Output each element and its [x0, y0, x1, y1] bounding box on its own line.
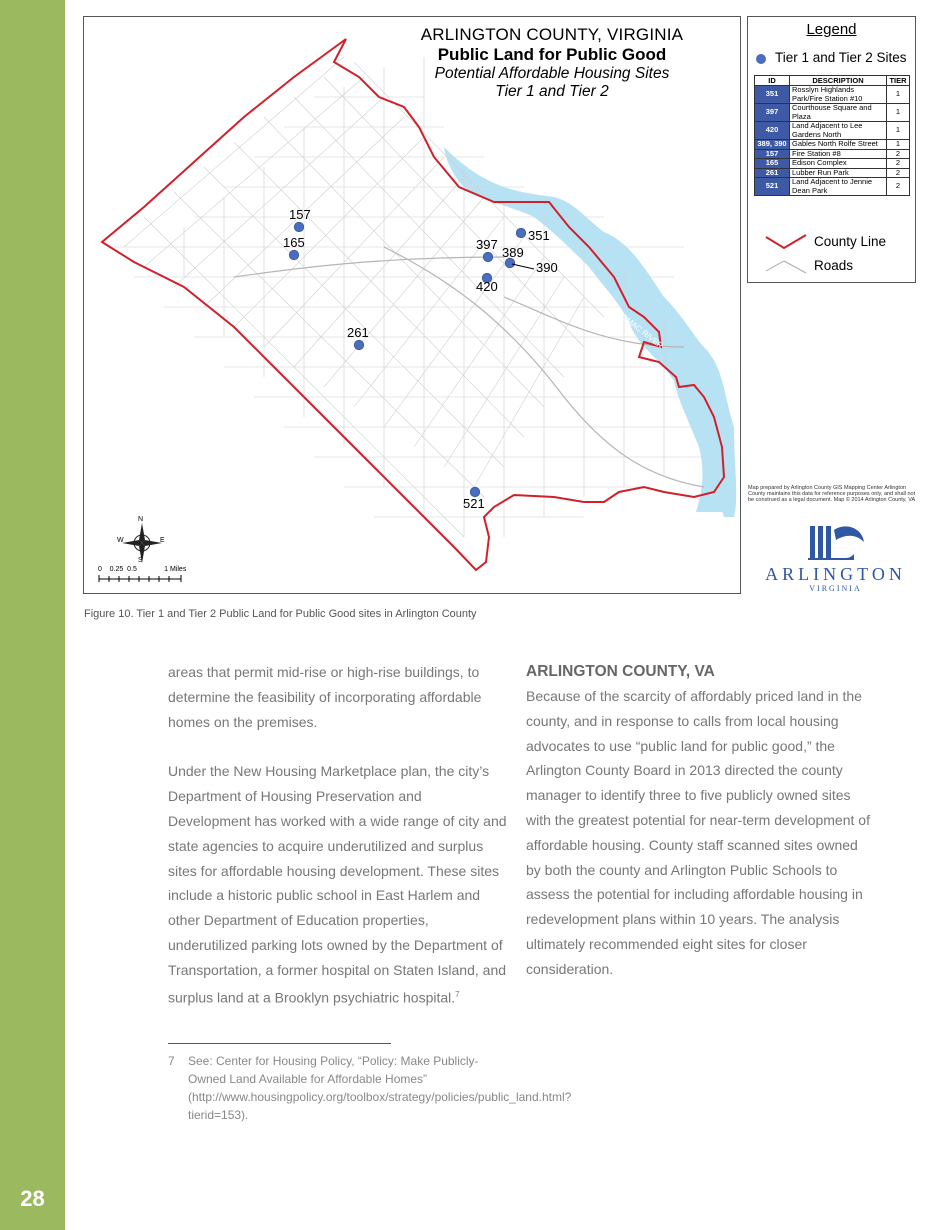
map-title-line2: Public Land for Public Good	[437, 45, 667, 64]
map-title	[392, 25, 712, 101]
site-label-420: 420	[476, 279, 498, 294]
row-tier: 1	[887, 104, 910, 122]
row-description: Land Adjacent to Jennie Dean Park	[790, 178, 887, 196]
arlington-state: VIRGINIA	[809, 584, 862, 593]
site-label-261: 261	[347, 325, 369, 340]
scale-bar	[99, 575, 181, 582]
site-165	[289, 250, 299, 260]
site-label-165: 165	[283, 235, 305, 250]
row-description: Lubber Run Park	[790, 168, 887, 178]
site-label-521: 521	[463, 496, 485, 511]
row-tier: 2	[887, 178, 910, 196]
arlington-wordmark: ARLINGTON	[765, 564, 906, 584]
page-number: 28	[20, 1186, 45, 1211]
left-paragraph-2-text: Under the New Housing Marketplace plan, the city’s Department of Housing Preservation and Development has worked with a wide range of city and state agencies to acquire underutilized and surplus sites for affordable housing development. These sites include a historic public school in East Harlem and other Department of Education properties, underutilized parking lots owned by the Department of Transportation, a former hospital on Staten Island, and surplus land at a Brooklyn psychiatric hospital.	[168, 763, 507, 1006]
legend-county-line: County Line	[814, 234, 887, 249]
site-label-389: 389	[502, 245, 524, 260]
arlington-logo	[748, 520, 923, 592]
arlington-house-icon	[806, 520, 868, 564]
compass-n: N	[138, 516, 144, 523]
table-row	[755, 104, 910, 122]
site-157	[294, 222, 304, 232]
left-paragraph-2	[168, 759, 508, 1010]
right-column	[526, 660, 871, 982]
row-tier: 2	[887, 149, 910, 159]
roads-icon	[764, 257, 808, 275]
compass-s: S	[138, 557, 143, 564]
row-id: 157	[755, 149, 790, 159]
row-description: Land Adjacent to Lee Gardens North	[790, 122, 887, 140]
map-title-line4: Tier 1 and Tier 2	[495, 83, 609, 100]
figure-caption: Figure 10. Tier 1 and Tier 2 Public Land for Public Good sites in Arlington County	[84, 608, 477, 620]
legend-roads: Roads	[814, 258, 854, 273]
site-label-390: 390	[536, 260, 558, 275]
table-header-row	[755, 76, 910, 86]
sites-table	[754, 75, 910, 196]
site-351	[516, 228, 526, 238]
table-row	[755, 86, 910, 104]
map-legend	[747, 16, 916, 283]
page-sidebar	[0, 0, 65, 1230]
map-title-line3: Potential Affordable Housing Sites	[434, 65, 670, 82]
site-markers	[289, 222, 526, 497]
right-paragraph: Because of the scarcity of affordably priced land in the county, and in response to calls from local housing advocates to use “public land for public good,” the Arlington County Board in 2013 directed the county manager to identify three to five publicly owned sites with the greatest potential for near-term development of affordable housing. County staff scanned sites owned by both the county and Arlington Public Schools to assess the potential for including affordable housing in redevelopment plans within 10 years. The analysis ultimately recommended eight sites for closer consideration.	[526, 688, 870, 977]
row-tier: 1	[887, 122, 910, 140]
legend-sites-label: Tier 1 and Tier 2 Sites	[775, 50, 907, 65]
left-column	[168, 660, 508, 1010]
row-description: Rosslyn Highlands Park/Fire Station #10	[790, 86, 887, 104]
row-id: 420	[755, 122, 790, 140]
row-description: Gables North Rolfe Street	[790, 140, 887, 150]
site-261	[354, 340, 364, 350]
left-paragraph-1: areas that permit mid-rise or high-rise buildings, to determine the feasibility of incorporating affordable homes on the premises.	[168, 664, 482, 730]
row-description: Edison Complex	[790, 159, 887, 169]
table-row	[755, 140, 910, 150]
table-row	[755, 122, 910, 140]
map-graphic	[84, 17, 740, 593]
section-heading: ARLINGTON COUNTY, VA	[526, 663, 715, 680]
row-description: Courthouse Square and Plaza	[790, 104, 887, 122]
footnote-number: 7	[168, 1054, 175, 1068]
scale-labels: 0 0.25 0.5 1 Miles	[98, 566, 187, 573]
site-label-157: 157	[289, 207, 311, 222]
row-tier: 1	[887, 140, 910, 150]
footnote-text: See: Center for Housing Policy, “Policy: Make Publicly-Owned Land Available for Affordable Homes” (http://www.housingpolicy.org/toolbox/strategy/policies/public_land.html?tierid=153).	[188, 1054, 572, 1122]
site-label-397: 397	[476, 237, 498, 252]
compass-w: W	[117, 537, 124, 544]
footnote	[168, 1052, 572, 1124]
site-397	[483, 252, 493, 262]
row-id: 351	[755, 86, 790, 104]
col-tier: TIER	[887, 76, 910, 86]
river-label: POTOMAC RIVER	[606, 302, 665, 351]
map-disclaimer: Map prepared by Arlington County GIS Mapping Center Arlington County maintains this data for reference purposes only, and shall not be construed as a legal document. Map © 2014 Arlington County, VA	[748, 485, 916, 503]
legend-title: Legend	[806, 21, 857, 38]
row-id: 389, 390	[755, 140, 790, 150]
county-line-icon	[764, 233, 808, 251]
row-tier: 2	[887, 159, 910, 169]
col-description: DESCRIPTION	[790, 76, 887, 86]
row-id: 397	[755, 104, 790, 122]
row-id: 261	[755, 168, 790, 178]
table-row	[755, 159, 910, 169]
row-description: Fire Station #8	[790, 149, 887, 159]
col-id: ID	[755, 76, 790, 86]
county-map	[83, 16, 741, 594]
table-row	[755, 178, 910, 196]
row-id: 165	[755, 159, 790, 169]
row-tier: 1	[887, 86, 910, 104]
site-label-351: 351	[528, 228, 550, 243]
compass-e: E	[160, 537, 165, 544]
site-marker-icon	[756, 54, 766, 64]
site-390-leader	[512, 264, 534, 269]
footnote-divider	[168, 1043, 391, 1044]
footnote-ref: 7	[455, 989, 460, 999]
map-title-line1: ARLINGTON COUNTY, VIRGINIA	[420, 25, 684, 44]
row-id: 521	[755, 178, 790, 196]
row-tier: 2	[887, 168, 910, 178]
